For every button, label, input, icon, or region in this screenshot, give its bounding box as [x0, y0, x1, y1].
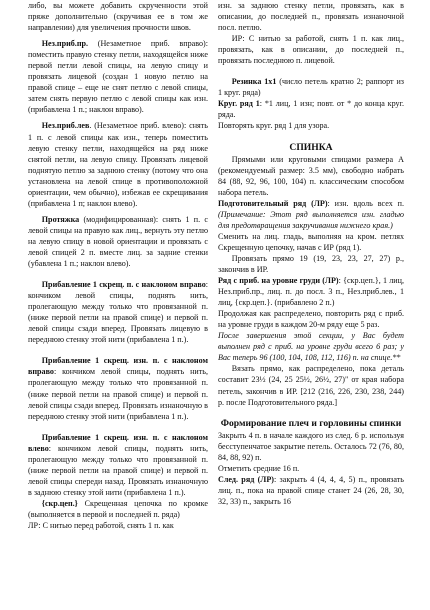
term-nez-lev: Нез.приб.лев	[41, 121, 90, 131]
text-chest-inc: : {скр.цеп.}, 1 лиц, Нез.приб.пр., лиц. п. до посл. 3 п., Нез.приб.лев., 1 лиц, {скр.цеп.}. (прибавлено 2 п.)	[218, 276, 404, 308]
text-rib: (число петель кратно 2; раппорт из 1 круг. ряда)	[218, 77, 404, 98]
term-prep-row: Подготовительный ряд (ЛР)	[218, 198, 328, 208]
change-stitch: Сменить на лиц. гладь, выполняя на кром. петлях Скрещенную цепочку, начав с ИР (ряд 1).	[218, 231, 404, 252]
paragraph-next-row	[218, 474, 404, 507]
text-inc-purl-left: : кончиком левой спицы, поднять нить, пролегающую между только что провязанной п. (ниже первой петли на правой спице) и первой п. левой спицы спереди назад. Провязать изнаночную в заднюю стенку этой нити (прибавлена 1 п.).	[28, 443, 208, 497]
text-protyazhka: (модифицированная): снять 1 п. с левой спицы на правую как лиц., вернуть эту петлю на левую спицу в новой ориентации и провязать с левой спицей 2 п. вместе лиц. за задние стенки (убавлена 1 п.; наклон влево).	[28, 214, 208, 269]
term-nez-pr: Нез.приб.пр.	[41, 39, 89, 49]
paragraph-inc-purl-right	[28, 355, 208, 421]
paragraph-chain	[28, 498, 208, 520]
section-heading-shoulders: Формирование плеч и горловины спинки	[220, 417, 402, 429]
knit-straight: Провязать прямо 19 (19, 23, 23, 27, 27) р., закончив в ИР.	[218, 253, 404, 274]
text-round1: : *1 лиц, 1 изн; повт. от * до конца круг. ряда.	[218, 99, 404, 120]
chain-right-side: ИР: С нитью за работой, снять 1 п. как лиц., провязать, как в описании, до последней п., провязать последнюю п. лицевой.	[218, 34, 404, 66]
bind-off: Закрыть 4 п. в начале каждого из след. 6 р. используя бесступенчатое закрытие петель. Осталось 72 (76, 80, 84, 88, 92) п.	[218, 430, 404, 462]
paragraph-inc-right	[28, 279, 208, 345]
paragraph-nez-pr	[28, 38, 208, 115]
knit-to-length: Вязать прямо, как распределено, пока деталь составит 23½ (24, 25 25½, 26½, 27)" от края набора петель, закончив в ИР. [212 (216, 226, 230, 238, 244) р. после Подготовительного ряда.]	[218, 364, 404, 407]
term-inc-purl-right: Прибавление 1 скрещ. изн. п. с наклоном вправо	[28, 356, 208, 377]
chain-continued: изн. за заднюю стенку петли, провязать, как в описании, до последней п., провязать изнаночной посл. петлю.	[218, 1, 404, 33]
text-inc-right: : кончиком левой спицы, поднять нить, пролегающую между только что провязанной п. (ниже первой петли на правой спице) и первой п. левой спицы сзади вперед. Провязать лицевую в переднюю стенку этой нити (прибавлена 1 п.).	[28, 280, 208, 345]
note-prep-row: (Примечание: Этот ряд выполняется изн. гладью для предотвращения закручивания нижнего края.)	[218, 209, 404, 230]
term-chain: {скр.цеп.}	[41, 498, 78, 508]
continue-inc: Продолжая как распределено, повторить ряд с приб. на уровне груди в каждом 20-м ряду еще 5 раз.	[218, 309, 404, 330]
term-inc-right: Прибавление 1 скрещ. п. с наклоном вправо	[41, 280, 206, 290]
mark-center: Отметить средние 16 п.	[218, 463, 300, 473]
paragraph-rib	[218, 76, 404, 98]
paragraph-chest-inc	[218, 275, 404, 308]
round1-repeat: Повторять круг. ряд 1 для узора.	[218, 121, 330, 131]
text-chain: Скрещенная цепочка по кромке (выполняется в первой и последней п. ряда)	[28, 498, 208, 519]
paragraph-nez-lev	[28, 120, 208, 208]
section-heading-back: СПИНКА	[289, 141, 333, 153]
text-nez-pr: (Незаметное приб. вправо): поместить правую стенку петли, находящейся ниже первой петли левой спицы, на левую спицу и провязать лицевой (создан 1 новую петлю на правой спице – еще не снят петлю с левой спицы, затем снять первую петлю с левой спицы как изн. (прибавлена 1 п.; наклон вправо).	[28, 39, 208, 115]
term-rib: Резинка 1х1	[231, 77, 277, 87]
intro-paragraph: либо, вы можете добавить скрученности этой пряже дополнительно (скручивая ее в том же направлении) для увеличения прочности швов.	[28, 1, 208, 33]
term-next-row: След. ряд (ЛР)	[218, 474, 274, 484]
after-section-note-text: После завершения этой секции, у Вас будет выполнен ряд с приб. на уровне груди всего 6 раз; у Вас теперь 96 (100, 104, 108, 112, 116) п. на спице.**	[218, 331, 404, 363]
term-chest-inc: Ряд с приб. на уровне груди (ЛР)	[218, 276, 339, 286]
term-inc-purl-left: Прибавление 1 скрещ. изн. п. с наклоном влево	[28, 432, 208, 453]
left-column	[28, 0, 208, 531]
after-section-note	[218, 330, 404, 363]
term-protyazhka: Протяжка	[41, 214, 80, 224]
paragraph-round1	[218, 98, 404, 120]
right-column	[218, 0, 404, 507]
paragraph-prep-row	[218, 198, 404, 231]
text-nez-lev: . (Незаметное приб. влево): снять 1 п. с левой спицы как изн., теперь поместить левую стенку петли, находящейся на ряд ниже снятой петли, на левую спицу. Провязать лицевой поднятую петлю за заднюю стенку (потому что она установлена на левой спице в противоположной ориентации, чем обычно), избежав ее скрещивания (прибавлена 1 п; наклон влево).	[28, 121, 208, 208]
text-inc-purl-right: : кончиком левой спицы, поднять нить, пролегающую между только что провязанной п. (ниже первой петли на правой спице) и первой п. левой спицы сзади вперед. Провязать изнаночную в переднюю стенку этой нити (прибавлена 1 п.).	[28, 367, 208, 421]
paragraph-protyazhka	[28, 214, 208, 269]
paragraph-inc-purl-left	[28, 432, 208, 498]
back-cast-on: Прямыми или круговыми спицами размера А (рекомендуемый размер: 3.5 мм), свободно набрать 84 (88, 92, 96, 100, 104) п. классическим способом набора петель.	[218, 154, 404, 197]
text-prep-row: : изн. вдоль всех п.	[327, 198, 404, 208]
term-round1: Круг. ряд 1	[218, 99, 260, 109]
chain-wrong-side: ЛР: С нитью перед работой, снять 1 п. как	[28, 521, 174, 531]
text-next-row: : закрыть 4 (4, 4, 4, 5) п., провязать лиц. п., пока на правой спице станет 24 (26, 28, 30, 32, 33) п., закрыть 16	[218, 474, 404, 506]
